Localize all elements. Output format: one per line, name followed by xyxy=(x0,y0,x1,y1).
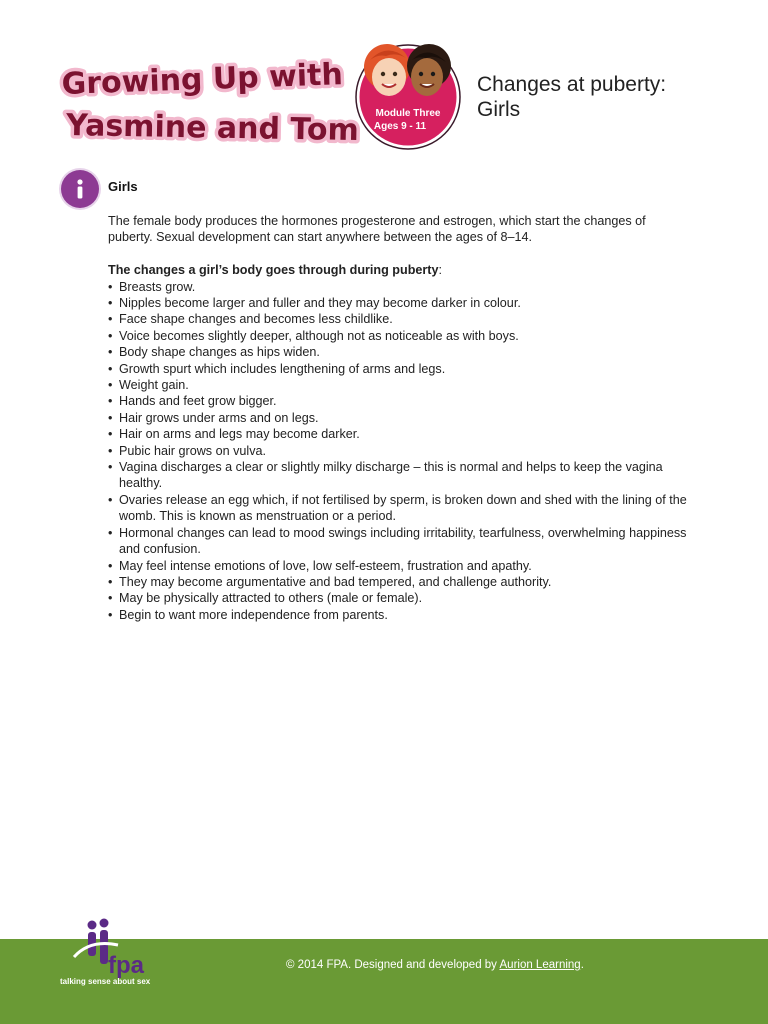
list-item: • May be physically attracted to others (male or female). xyxy=(108,590,688,606)
section-heading: Girls xyxy=(108,179,138,194)
growing-up-logo-wordmark xyxy=(58,57,360,149)
list-item: • Hands and feet grow bigger. xyxy=(108,393,688,409)
intro-paragraph: The female body produces the hormones progesterone and estrogen, which start the changes of puberty. Sexual development can start anywhere between the ages of 8–14. xyxy=(108,214,646,245)
list-item: • Begin to want more independence from parents. xyxy=(108,607,688,623)
page-title xyxy=(477,72,737,122)
copyright xyxy=(286,959,584,971)
page-title-line-1: Changes at puberty: xyxy=(477,73,667,96)
list-item: • Weight gain. xyxy=(108,377,688,393)
fpa-logo-text: fpa xyxy=(108,952,144,979)
list-item: • Growth spurt which includes lengthening of arms and legs. xyxy=(108,361,688,377)
content-body xyxy=(108,213,688,623)
list-heading-colon: : xyxy=(438,263,442,278)
list-item: • They may become argumentative and bad tempered, and challenge authority. xyxy=(108,574,688,590)
list-item: • Hair grows under arms and on legs. xyxy=(108,410,688,426)
list-item: • May feel intense emotions of love, low self-esteem, frustration and apathy. xyxy=(108,558,688,574)
changes-list xyxy=(108,279,688,624)
tagline: talking sense about sex xyxy=(60,977,151,986)
list-item: • Face shape changes and becomes less childlike. xyxy=(108,311,688,327)
growing-up-logo xyxy=(58,57,360,149)
module-label: Module Three xyxy=(375,108,441,119)
aurion-learning-link[interactable]: Aurion Learning xyxy=(499,959,581,971)
info-icon xyxy=(61,170,99,208)
list-heading xyxy=(108,262,688,278)
module-badge xyxy=(356,40,460,150)
list-item: • Body shape changes as hips widen. xyxy=(108,344,688,360)
svg-text:Yasmine and Tom: Yasmine and Tom xyxy=(65,108,360,149)
list-item: • Voice becomes slightly deeper, although not as noticeable as with boys. xyxy=(108,328,688,344)
footer xyxy=(0,939,768,1024)
list-item: • Nipples become larger and fuller and they may become darker in colour. xyxy=(108,295,688,311)
list-heading-text: The changes a girl’s body goes through during puberty xyxy=(108,263,439,278)
yasmine-and-tom-illustration xyxy=(356,40,460,150)
ages-label: Ages 9 - 11 xyxy=(373,121,427,132)
page-title-line-2: Girls xyxy=(477,98,521,121)
list-item: • Vagina discharges a clear or slightly milky discharge – this is normal and helps to keep the vagina healthy. xyxy=(108,459,688,492)
copyright-text: © 2014 FPA. Designed and developed by xyxy=(286,959,500,971)
svg-text:Growing Up with: Growing Up with xyxy=(61,57,344,102)
list-item: • Pubic hair grows on vulva. xyxy=(108,443,688,459)
list-item: • Hair on arms and legs may become darker. xyxy=(108,426,688,442)
list-item: • Breasts grow. xyxy=(108,279,688,295)
list-item: • Ovaries release an egg which, if not fertilised by sperm, is broken down and shed with the lining of the womb. This is known as menstruation or a period. xyxy=(108,492,688,525)
copyright-period: . xyxy=(580,959,584,971)
list-item: • Hormonal changes can lead to mood swings including irritability, tearfulness, overwhelming happiness and confusion. xyxy=(108,525,688,558)
